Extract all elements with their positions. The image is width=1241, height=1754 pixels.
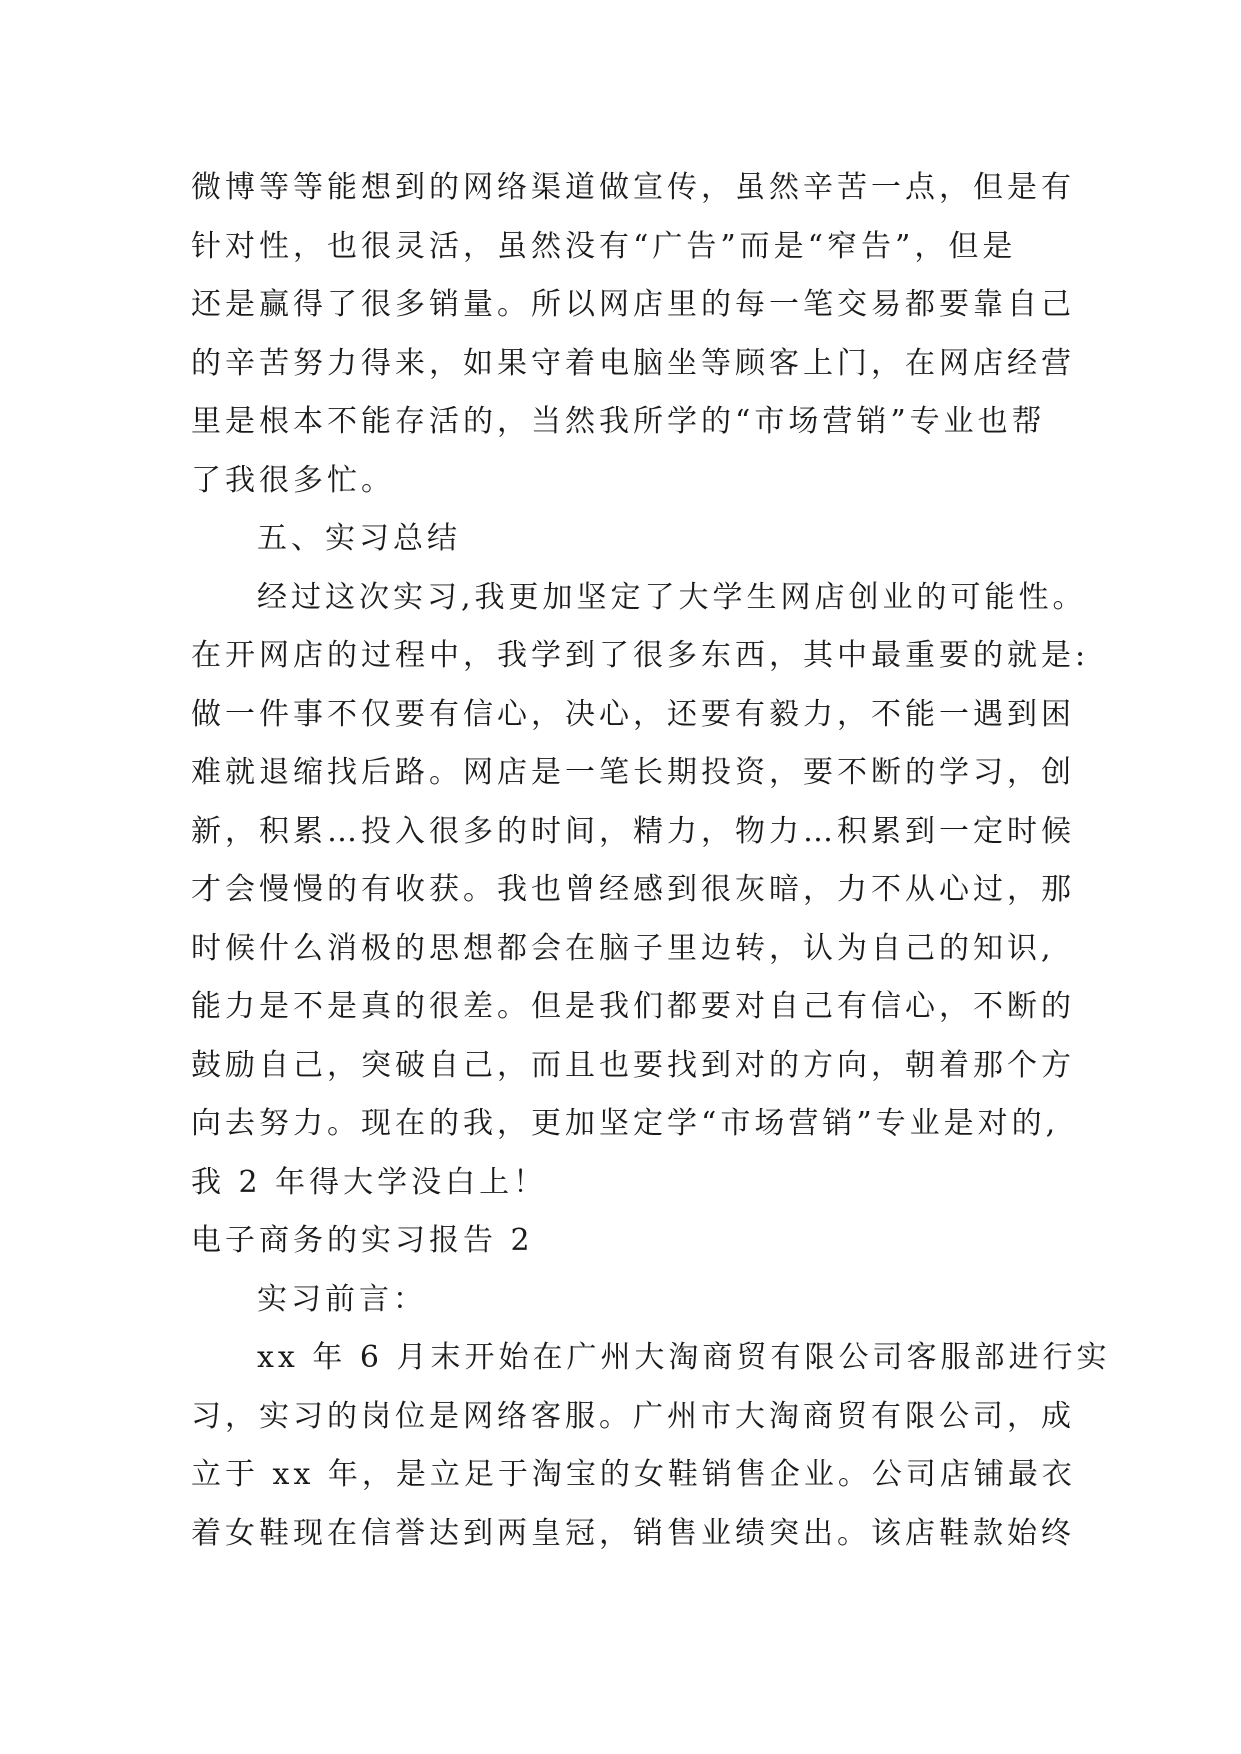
text-line: 习，实习的岗位是网络客服。广州市大淘商贸有限公司，成: [191, 1398, 1075, 1434]
text-line: 能力是不是真的很差。但是我们都要对自己有信心，不断的: [191, 989, 1075, 1024]
text-line: 电子商务的实习报告 2: [191, 1223, 534, 1258]
text-line: 还是赢得了很多销量。所以网店里的每一笔交易都要靠自己: [191, 287, 1075, 322]
text-line: 经过这次实习,我更加坚定了大学生网店创业的可能性。: [257, 579, 1087, 615]
text-line: 向去努力。现在的我，更加坚定学“市场营销”专业是对的,: [191, 1106, 1060, 1141]
text-line: 鼓励自己，突破自己，而且也要找到对的方向，朝着那个方: [191, 1047, 1075, 1083]
text-line: 新，积累…投入很多的时间，精力，物力…积累到一定时候: [191, 813, 1075, 849]
text-line: 我 2 年得大学没白上！: [191, 1164, 548, 1200]
text-line: 做一件事不仅要有信心，决心，还要有毅力，不能一遇到困: [191, 696, 1075, 732]
text-line: 里是根本不能存活的，当然我所学的“市场营销”专业也帮: [191, 404, 1046, 439]
text-line: 微博等等能想到的网络渠道做宣传，虽然辛苦一点，但是有: [191, 170, 1075, 205]
text-line: 难就退缩找后路。网店是一笔长期投资，要不断的学习，创: [191, 755, 1075, 790]
text-line: 着女鞋现在信誉达到两皇冠，销售业绩突出。该店鞋款始终: [191, 1515, 1075, 1551]
text-line: 五、实习总结: [257, 521, 461, 556]
text-line: xx 年 6 月末开始在广州大淘商贸有限公司客服部进行实: [257, 1340, 1111, 1375]
text-line: 的辛苦努力得来，如果守着电脑坐等顾客上门，在网店经营: [191, 345, 1075, 381]
text-line: 才会慢慢的有收获。我也曾经感到很灰暗，力不从心过，那: [191, 872, 1075, 907]
document-body: [191, 159, 1111, 1563]
text-line: 在开网店的过程中，我学到了很多东西，其中最重要的就是:: [191, 638, 1090, 673]
text-line: 针对性，也很灵活，虽然没有“广告”而是“窄告”，但是: [191, 228, 1017, 264]
text-line: 了我很多忙。: [191, 462, 395, 498]
text-line: 实习前言：: [257, 1281, 427, 1317]
text-line: 立于 xx 年，是立足于淘宝的女鞋销售企业。公司店铺最衣: [191, 1457, 1076, 1492]
text-line: 时候什么消极的思想都会在脑子里边转，认为自己的知识,: [191, 930, 1055, 966]
